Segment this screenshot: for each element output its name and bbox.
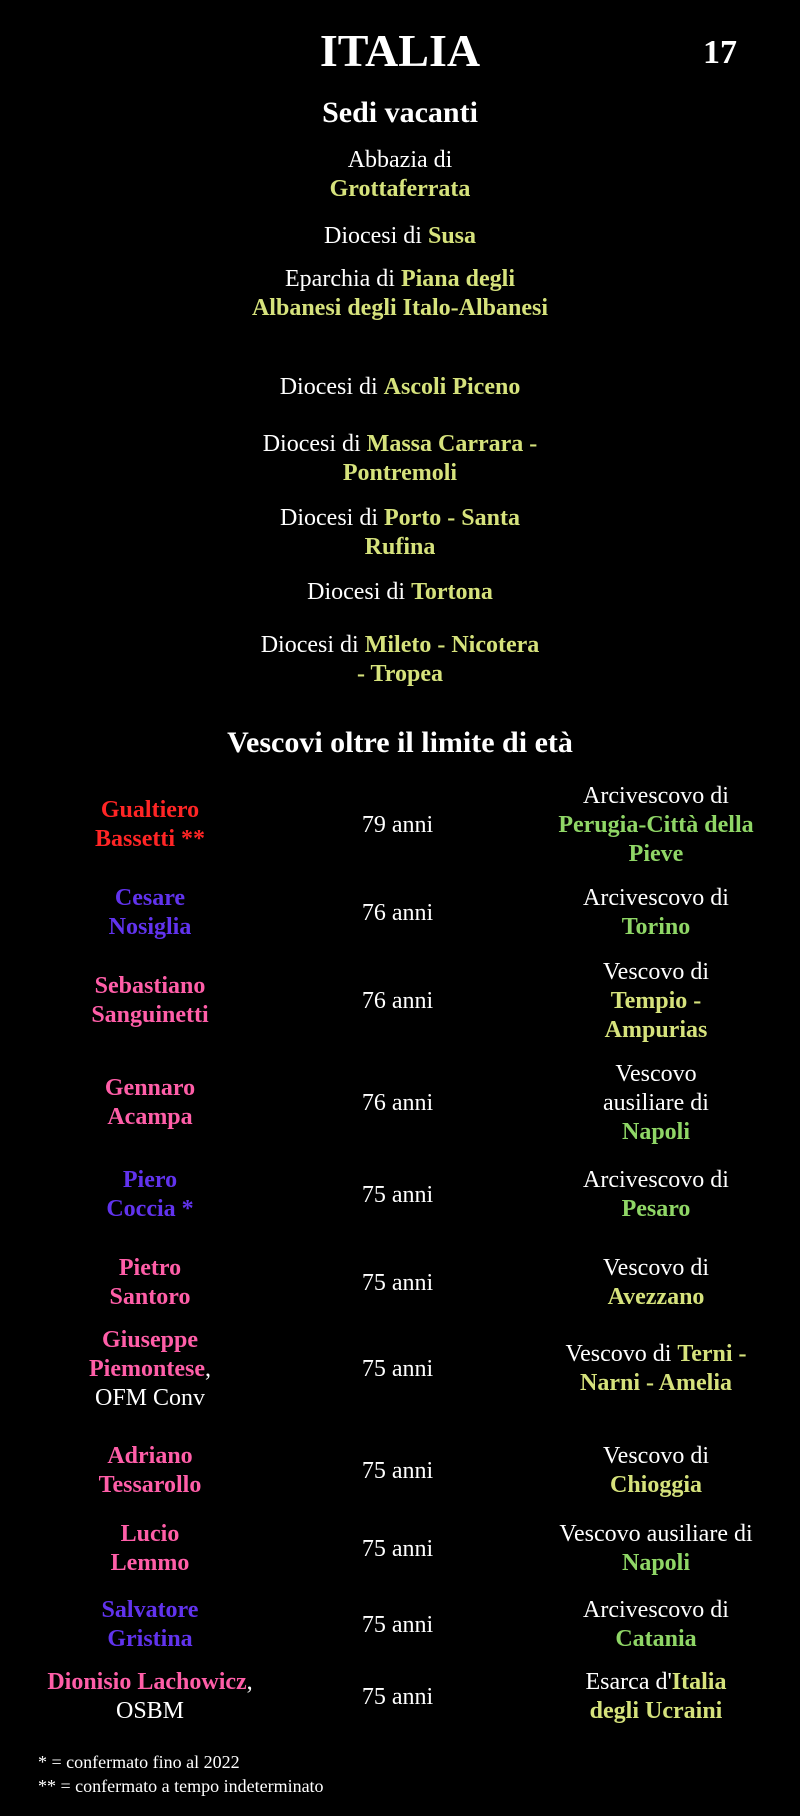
bishop-name: Pietro Santoro: [109, 1255, 191, 1310]
bishop-suffix: , OSBM: [115, 1669, 253, 1724]
bishop-age: 76 anni: [361, 987, 434, 1014]
sede-prefix: Eparchia di: [285, 266, 401, 292]
sede-name: Porto - Santa Rufina: [364, 505, 520, 560]
sede-vacante: [230, 430, 570, 488]
bishop-title-cell: [525, 1590, 787, 1660]
table-row: [0, 1060, 800, 1146]
sede-prefix: Diocesi di: [307, 579, 412, 605]
bishop-title-cell: [525, 1662, 787, 1732]
sede-vacante: [225, 146, 575, 204]
bishop-title-cell: [525, 1436, 787, 1506]
page-number: 17: [703, 34, 737, 71]
bishop-age: 75 anni: [361, 1269, 434, 1296]
footnote-double-star: ** = confermato a tempo indeterminato: [38, 1776, 324, 1796]
bishop-name-cell: [20, 1436, 280, 1506]
bishop-name-cell: [20, 1326, 280, 1412]
bishop-title: Vescovo di: [603, 958, 709, 985]
vescovi-heading: Vescovi oltre il limite di età: [227, 726, 573, 759]
bishop-name-cell: [20, 1662, 280, 1732]
bishop-name: Giuseppe Piemontese: [89, 1326, 205, 1382]
sede-name: Susa: [427, 223, 477, 249]
sede-vacante: [225, 222, 575, 251]
table-row: [0, 1514, 800, 1584]
table-row: [0, 958, 800, 1044]
table-row: [0, 1326, 800, 1412]
bishop-sede: Avezzano: [607, 1284, 705, 1310]
bishop-sede: Perugia-Città della Pieve: [558, 811, 754, 867]
bishop-age: 76 anni: [361, 1089, 434, 1116]
footnotes: [38, 1750, 324, 1798]
sede-name: Grottaferrata: [329, 176, 471, 202]
table-row: [0, 1590, 800, 1660]
bishop-name: Gualtiero Bassetti **: [95, 797, 205, 852]
bishop-title: Arcivescovo di: [583, 782, 729, 809]
bishop-title-cell: [525, 958, 787, 1044]
bishop-title: Arcivescovo di: [583, 1597, 729, 1623]
sede-vacante: [225, 373, 575, 402]
bishop-age: 75 anni: [361, 1535, 434, 1562]
bishop-name-cell: [20, 877, 280, 949]
bishop-sede: Napoli: [621, 1118, 690, 1145]
sedi-vacanti-heading: Sedi vacanti: [322, 96, 478, 129]
bishop-name-cell: [20, 1514, 280, 1584]
sede-vacante: [260, 631, 540, 689]
sede-vacante: [225, 578, 575, 607]
bishop-sede: Tempio - Ampurias: [604, 987, 708, 1043]
table-row: [0, 1662, 800, 1732]
bishop-title-cell: [525, 782, 787, 868]
bishop-name: Dionisio Lachowicz: [47, 1669, 247, 1695]
table-row: [0, 1160, 800, 1230]
table-row: [0, 1436, 800, 1506]
bishop-title: Vescovo di: [603, 1443, 709, 1469]
bishop-title: Arcivescovo di: [583, 885, 729, 911]
bishop-name: Lucio Lemmo: [110, 1521, 190, 1576]
bishop-age: 79 anni: [361, 811, 434, 838]
sede-prefix: Diocesi di: [260, 632, 365, 658]
sede-vacante: [250, 265, 550, 323]
bishop-name-cell: [20, 1590, 280, 1660]
sede-prefix: Diocesi di: [323, 223, 428, 249]
bishop-name: Gennaro Acampa: [104, 1075, 196, 1130]
sede-name: Tortona: [411, 579, 493, 605]
bishop-title: Vescovo di: [603, 1255, 709, 1281]
bishop-name: Sebastiano Sanguinetti: [91, 973, 209, 1028]
bishop-age: 75 anni: [361, 1683, 434, 1710]
bishop-title-cell: [525, 1060, 787, 1146]
footnote-single-star: * = confermato fino al 2022: [38, 1752, 240, 1772]
bishop-name: Adriano Tessarollo: [98, 1443, 202, 1498]
sede-name: Massa Carrara - Pontremoli: [342, 431, 538, 486]
sede-name: Ascoli Piceno: [383, 374, 521, 400]
bishop-title-cell: [525, 1248, 787, 1318]
sede-name: Piana degli Albanesi degli Italo-Albanesi: [251, 266, 549, 321]
bishop-name: Cesare Nosiglia: [108, 885, 192, 940]
bishop-title-cell: [525, 1326, 787, 1412]
bishop-name: Piero Coccia *: [106, 1167, 194, 1222]
bishop-sede: Napoli: [621, 1550, 690, 1576]
bishop-sede: Chioggia: [609, 1472, 702, 1498]
bishop-name-cell: [20, 958, 280, 1044]
bishop-age: 75 anni: [361, 1611, 434, 1638]
sede-vacante: [250, 504, 550, 562]
bishop-name-cell: [20, 782, 280, 868]
bishop-age: 75 anni: [361, 1181, 434, 1208]
bishop-suffix: , OFM Conv: [94, 1355, 211, 1411]
sede-name: Mileto - Nicotera - Tropea: [356, 632, 540, 687]
bishop-sede: Italia degli Ucraini: [589, 1669, 727, 1724]
sede-prefix: Diocesi di: [262, 431, 367, 457]
bishop-name-cell: [20, 1248, 280, 1318]
bishop-title: Arcivescovo di: [583, 1167, 729, 1193]
bishop-sede: Catania: [615, 1626, 697, 1652]
bishop-title: Esarca d': [585, 1669, 672, 1695]
bishop-age: 75 anni: [361, 1457, 434, 1484]
bishop-title: Vescovo ausiliare di: [559, 1521, 753, 1547]
bishop-name-cell: [20, 1060, 280, 1146]
bishop-sede: Terni - Narni - Amelia: [580, 1341, 747, 1396]
sede-prefix: Diocesi di: [280, 505, 384, 531]
bishop-title: Vescovo ausiliare di: [603, 1060, 709, 1116]
bishop-name-cell: [20, 1160, 280, 1230]
table-row: [0, 1248, 800, 1318]
bishop-age: 75 anni: [361, 1355, 434, 1382]
bishop-title-cell: [525, 1160, 787, 1230]
bishop-sede: Torino: [621, 914, 691, 940]
bishop-title-cell: [525, 1514, 787, 1584]
bishop-title-cell: [525, 877, 787, 949]
table-row: [0, 877, 800, 949]
bishop-sede: Pesaro: [621, 1196, 691, 1222]
bishop-name: Salvatore Gristina: [101, 1597, 199, 1652]
table-row: [0, 782, 800, 868]
bishop-title: Vescovo di: [565, 1341, 678, 1367]
sede-prefix: Diocesi di: [279, 374, 384, 400]
bishop-age: 76 anni: [361, 899, 434, 926]
page-title: ITALIA: [319, 25, 481, 76]
sede-prefix: Abbazia di: [347, 147, 453, 173]
